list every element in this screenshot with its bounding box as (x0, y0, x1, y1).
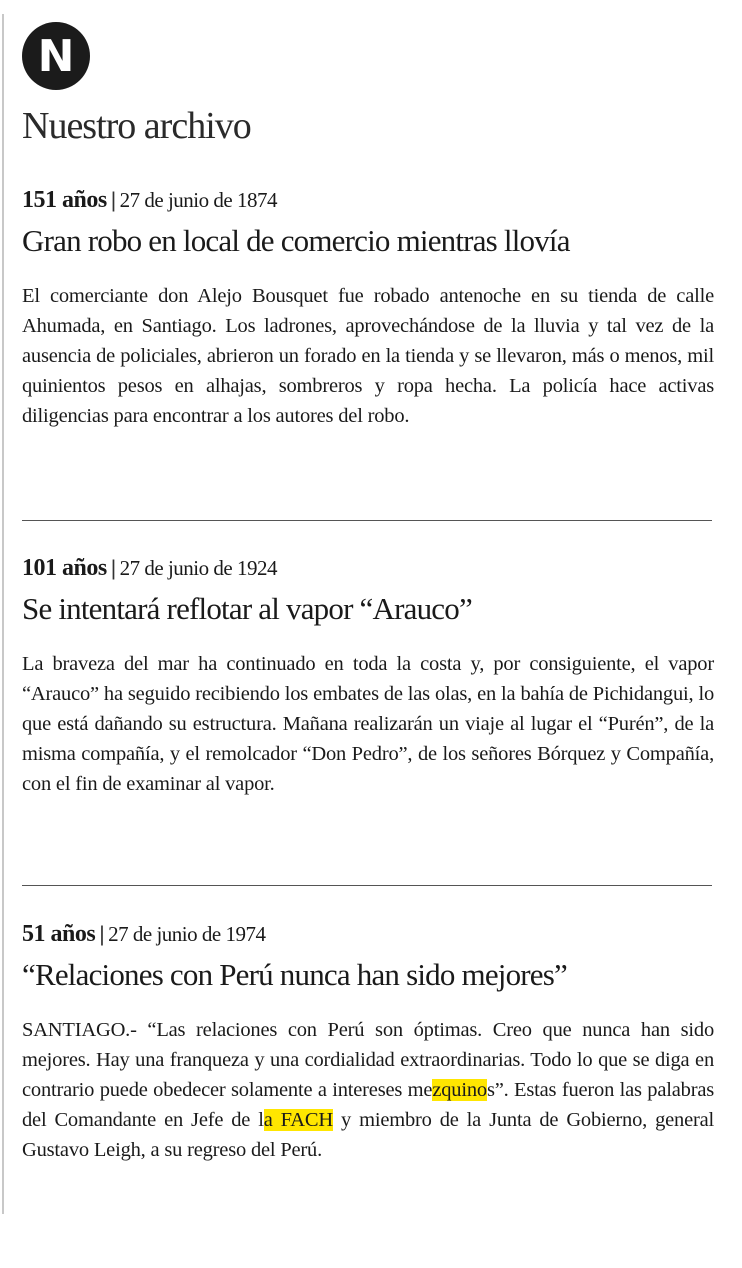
archive-entry-1924 (22, 554, 714, 799)
archive-entry-1974 (22, 920, 714, 1165)
entry-meta (22, 554, 714, 583)
left-margin-rule (2, 14, 4, 1214)
entry-body (22, 1015, 714, 1165)
entry-headline: “Relaciones con Perú nunca han sido mejores” (22, 957, 567, 992)
body-text-part: y miembro de la Junta de Gobierno, general Gustavo Leigh, a su regreso del Perú. (22, 1109, 715, 1161)
meta-separator: | (99, 923, 105, 946)
archive-entry-1874 (22, 186, 714, 431)
body-text-part: s”. Estas fueron las palabras del Comandante en Jefe de l (22, 1079, 715, 1131)
entry-headline: Se intentará reflotar al vapor “Arauco” (22, 591, 472, 626)
entry-headline: Gran robo en local de comercio mientras llovía (22, 223, 570, 258)
meta-separator: | (110, 557, 116, 580)
entry-years: 51 años (22, 921, 96, 947)
highlighted-text: a FACH (263, 1109, 333, 1131)
entry-years: 101 años (22, 555, 107, 581)
entry-date: 27 de junio de 1874 (119, 188, 277, 212)
entry-meta (22, 186, 714, 215)
entry-date: 27 de junio de 1974 (108, 922, 266, 946)
newspaper-logo: N (22, 22, 90, 90)
highlighted-text: zquino (432, 1079, 487, 1101)
body-text-part: SANTIAGO.- “Las relaciones con Perú son óptimas. Creo que nunca han sido mejores. Hay una franqueza y una cordialidad extraordinarias. Todo lo que se diga en contrario puede obedecer solamente a intereses me (22, 1019, 714, 1101)
section-title: Nuestro archivo (22, 105, 251, 147)
entry-date: 27 de junio de 1924 (119, 556, 277, 580)
entry-years: 151 años (22, 187, 107, 213)
entry-body: La braveza del mar ha continuado en toda la costa y, por consiguiente, el vapor “Arauco” ha seguido recibiendo los embates de las olas, en la bahía de Pichidangui, lo que está dañando su estructura. Mañana realizarán un viaje al lugar el “Purén”, de la misma compañía, y el remolcador “Don Pedro”, de los señores Bórquez y Compañía, con el fin de examinar al vapor. (22, 653, 714, 795)
entry-meta (22, 920, 714, 949)
entry-divider (22, 885, 712, 886)
entry-divider (22, 520, 712, 521)
entry-body: El comerciante don Alejo Bousquet fue robado antenoche en su tienda de calle Ahumada, en Santiago. Los ladrones, aprovechándose de la lluvia y tal vez de la ausencia de policiales, abrieron un forado en la tienda y se llevaron, más o menos, mil quinientos pesos en alhajas, sombreros y ropa hecha. La policía hace activas diligencias para encontrar a los autores del robo. (22, 285, 714, 427)
meta-separator: | (110, 189, 116, 212)
